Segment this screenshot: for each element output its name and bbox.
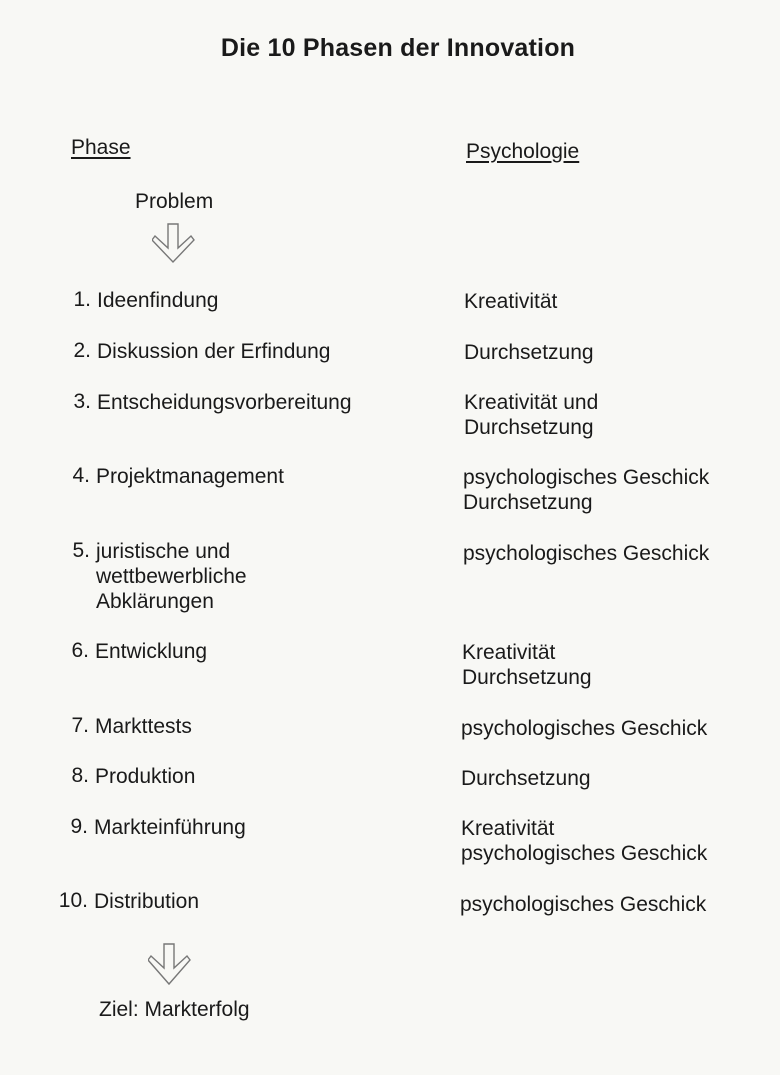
psychology-value (461, 766, 591, 791)
phase-name (95, 714, 192, 739)
psychology-value (462, 640, 592, 690)
psychology-value-line: Durchsetzung (464, 341, 594, 364)
psychology-value-line: Durchsetzung (464, 416, 594, 439)
end-label: Ziel: Markterfolg (99, 998, 250, 1021)
psychology-value (463, 465, 709, 515)
psychology-value (464, 390, 598, 440)
psychology-value-line: psychologisches Geschick (460, 893, 707, 916)
phase-name-line: wettbewerbliche (96, 565, 247, 588)
down-arrow-icon (148, 942, 192, 988)
phase-number: 10. (58, 889, 88, 912)
psychology-value-line: Kreativität und (464, 391, 599, 414)
phase-number: 7. (71, 714, 89, 737)
phase-number: 1. (73, 288, 91, 311)
column-header-psychology: Psychologie (466, 140, 580, 163)
phase-name (97, 339, 330, 364)
psychology-value (463, 541, 709, 566)
phase-number: 9. (70, 815, 88, 838)
phase-name-line: Markttests (95, 715, 192, 738)
page-title: Die 10 Phasen der Innovation (220, 34, 576, 62)
psychology-value (461, 816, 707, 866)
phase-name (97, 288, 218, 313)
psychology-value-line: psychologisches Geschick (461, 842, 708, 865)
phase-number: 5. (72, 539, 90, 562)
phase-name-line: Abklärungen (96, 590, 214, 613)
psychology-value (461, 716, 707, 741)
start-label: Problem (135, 190, 214, 213)
phase-name-line: Markteinführung (94, 816, 246, 839)
column-header-phase: Phase (71, 136, 131, 159)
phase-name (95, 639, 207, 664)
phase-name-line: Distribution (94, 890, 200, 913)
phase-name-line: Entscheidungsvorbereitung (97, 391, 352, 414)
psychology-value (460, 892, 706, 917)
phase-number: 3. (73, 390, 91, 413)
phase-name (96, 539, 247, 614)
psychology-value-line: Kreativität (462, 641, 556, 664)
phase-name (95, 764, 195, 789)
psychology-value-line: Kreativität (464, 290, 558, 313)
psychology-value (464, 340, 594, 365)
phase-name (96, 464, 284, 489)
phase-name (94, 889, 199, 914)
down-arrow-icon (152, 222, 196, 266)
phase-name-line: Diskussion der Erfindung (97, 340, 331, 363)
phase-name-line: Projektmanagement (96, 465, 284, 488)
psychology-value (464, 289, 557, 314)
phase-name (97, 390, 352, 415)
phase-name-line: Produktion (95, 765, 196, 788)
psychology-value-line: Durchsetzung (463, 491, 593, 514)
phase-name-line: Entwicklung (95, 640, 208, 663)
phase-number: 6. (71, 639, 89, 662)
phase-name-line: Ideenfindung (97, 289, 219, 312)
psychology-value-line: psychologisches Geschick (463, 542, 710, 565)
phase-number: 4. (72, 464, 90, 487)
phase-number: 2. (73, 339, 91, 362)
psychology-value-line: Durchsetzung (462, 666, 592, 689)
phase-name (94, 815, 246, 840)
psychology-value-line: Durchsetzung (461, 767, 591, 790)
psychology-value-line: Kreativität (461, 817, 555, 840)
phase-name-line: juristische und (96, 540, 231, 563)
psychology-value-line: psychologisches Geschick (463, 466, 710, 489)
phase-number: 8. (71, 764, 89, 787)
psychology-value-line: psychologisches Geschick (461, 717, 708, 740)
